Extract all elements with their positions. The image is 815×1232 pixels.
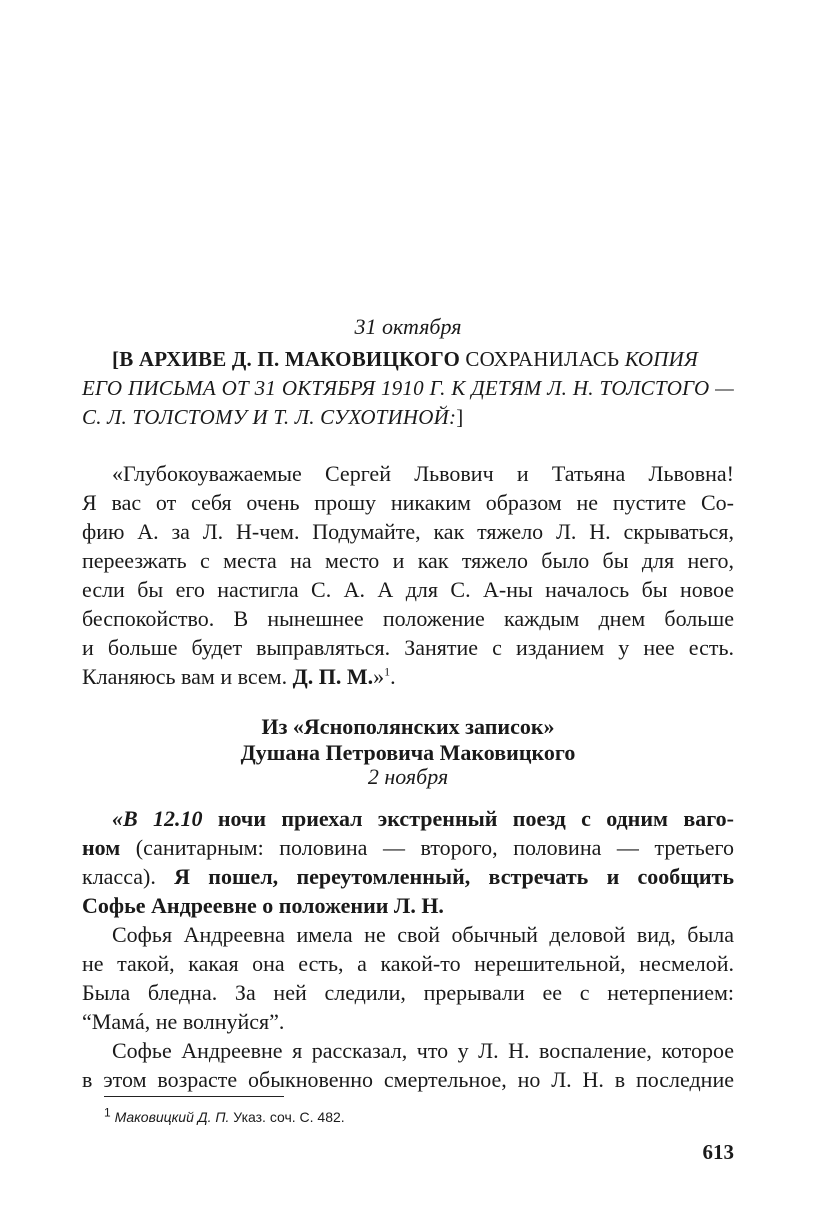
footnote-text: Указ. соч. С. 482. — [229, 1109, 345, 1125]
letter-line: беспокойство. В нынешнее положение каждым днем больше — [82, 606, 734, 631]
entry-line-2 — [82, 833, 734, 862]
editorial-note-italic: КОПИЯ — [624, 347, 698, 371]
paragraph-line: Софья Андреевна имела не свой обычный деловой вид, была — [112, 922, 734, 947]
entry-text-bold: Я пошел, переутомленный, встречать и сообщить — [174, 864, 734, 889]
letter-line: «Глубокоуважаемые Сергей Львович и Татьяна Львовна! — [112, 461, 734, 486]
editorial-note-bold: [В АРХИВЕ Д. П. МАКОВИЦКОГО — [112, 347, 460, 371]
footnote-author: Маковицкий Д. П. — [114, 1109, 230, 1125]
footnote-mark: 1 — [104, 1105, 111, 1120]
letter-line: Я вас от себя очень прошу никаким образом не пустите Со- — [82, 490, 734, 515]
letter-signature: Д. П. М. — [292, 664, 374, 689]
entry-line-3 — [82, 862, 734, 891]
letter-line: фию А. за Л. Н-чем. Подумайте, как тяжело Л. Н. скрываться, — [82, 519, 734, 544]
entry-time: «В 12.10 — [112, 806, 203, 831]
editorial-note-line-1 — [112, 345, 734, 374]
letter-quote-close: » — [373, 664, 385, 689]
letter-closing: Кланяюсь вам и всем. — [82, 664, 293, 689]
section-title-line-2: Душана Петровича Маковицкого — [240, 740, 576, 765]
page-number: 613 — [702, 1140, 734, 1164]
editorial-note-line-2: ЕГО ПИСЬМА ОТ 31 ОКТЯБРЯ 1910 Г. К ДЕТЯМ Л. Н. ТОЛСТОГО — — [82, 376, 734, 400]
book-page — [82, 0, 734, 1232]
paragraph-line: не такой, какая она есть, а какой-то нерешительной, несмелой. — [82, 951, 734, 976]
letter-line: если бы его настигла С. А. А для С. А-ны началось бы новое — [82, 577, 734, 602]
entry-text-bold: ном — [82, 835, 121, 860]
entry-line-4: Софье Андреевне о положении Л. Н. — [82, 893, 444, 918]
footnote-reference[interactable]: 1 — [384, 664, 391, 679]
editorial-note-line-3 — [82, 403, 734, 432]
editorial-note-bracket: ] — [456, 405, 464, 429]
letter-last-line — [82, 662, 734, 691]
editorial-note-recipients: С. Л. ТОЛСТОМУ И Т. Л. СУХОТИНОЙ: — [82, 405, 457, 429]
entry-line-1 — [112, 804, 734, 833]
footnote — [104, 1105, 345, 1125]
letter-line: и больше будет выправляться. Занятие с изданием у нее есть. — [82, 635, 734, 660]
entry-text-bold: ночи приехал экстренный поезд с одним ваго- — [202, 806, 734, 831]
section-title-line-1: Из «Яснополянских записок» — [261, 714, 555, 739]
paragraph-line: в этом возрасте обыкновенно смертельное, но Л. Н. в последние — [82, 1067, 734, 1092]
date-heading: 31 октября — [354, 314, 462, 339]
editorial-note-regular: СОХРАНИЛАСЬ — [459, 347, 625, 371]
footnote-divider — [104, 1096, 284, 1097]
entry-text-regular: (санитарным: половина — второго, половина — третьего — [120, 835, 734, 860]
letter-period: . — [390, 664, 396, 689]
paragraph-line: Была бледна. За ней следили, прерывали ее с нетерпением: — [82, 980, 734, 1005]
paragraph-line: “Мамá, не волнуйся”. — [82, 1009, 285, 1034]
date-heading-2: 2 ноября — [367, 764, 449, 789]
entry-text-regular: класса). — [82, 864, 175, 889]
paragraph-line: Софье Андреевне я рассказал, что у Л. Н. воспаление, которое — [112, 1038, 734, 1063]
letter-line: переезжать с места на место и как тяжело было бы для него, — [82, 548, 734, 573]
